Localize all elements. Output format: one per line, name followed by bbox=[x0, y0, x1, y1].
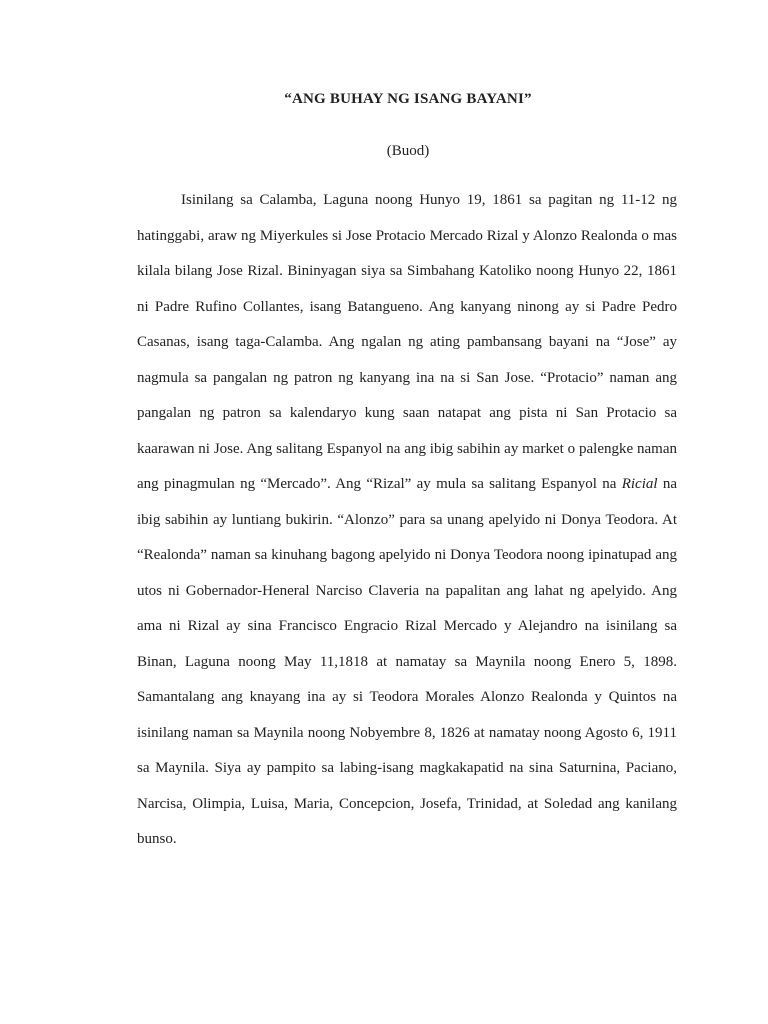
document-title: “ANG BUHAY NG ISANG BAYANI” bbox=[284, 91, 532, 107]
paragraph-text-part-1: Isinilang sa Calamba, Laguna noong Hunyo 19, 1861 sa pagitan ng 11-12 ng hatinggabi, araw ng Miyerkules si Jose Protacio Mercado Rizal y Alonzo Realonda o mas kilala bilang Jose Rizal. Bininyagan siya sa Simbahang Katoliko noong Hunyo 22, 1861 ni Padre Rufino Collantes, isang Batangueno. Ang kanyang ninong ay si Padre Pedro Casanas, isang taga-Calamba. Ang ngalan ng ating pambansang bayani na “Jose” ay nagmula sa pangalan ng patron ng kanyang ina na si San Jose. “Protacio” naman ang pangalan ng patron sa kalendaryo kung saan natapat ang pista ni San Protacio sa kaarawan ni Jose. Ang salitang Espanyol na ang ibig sabihin ay market o palengke naman ang pinagmulan ng “Mercado”. Ang “Rizal” ay mula sa salitang Espanyol na bbox=[137, 192, 677, 492]
italic-word: Ricial bbox=[621, 476, 658, 492]
document-subtitle: (Buod) bbox=[386, 143, 430, 159]
body-paragraph bbox=[137, 183, 677, 858]
paragraph-text-part-2: na ibig sabihin ay luntiang bukirin. “Alonzo” para sa unang apelyido ni Donya Teodora. At “Realonda” naman sa kinuhang bagong apelyido ni Donya Teodora noong ipinatupad ang utos ni Gobernador-Heneral Narciso Claveria na papalitan ang lahat ng apelyido. Ang ama ni Rizal ay sina Francisco Engracio Rizal Mercado y Alejandro na isinilang sa Binan, Laguna noong May 11,1818 at namatay sa Maynila noong Enero 5, 1898. Samantalang ang knayang ina ay si Teodora Morales Alonzo Realonda y Quintos na isinilang naman sa Maynila noong Nobyembre 8, 1826 at namatay noong Agosto 6, 1911 sa Maynila. Siya ay pampito sa labing-isang magkakapatid na sina Saturnina, Paciano, Narcisa, Olimpia, Luisa, Maria, Concepcion, Josefa, Trinidad, at Soledad ang kanilang bunso. bbox=[137, 476, 677, 847]
